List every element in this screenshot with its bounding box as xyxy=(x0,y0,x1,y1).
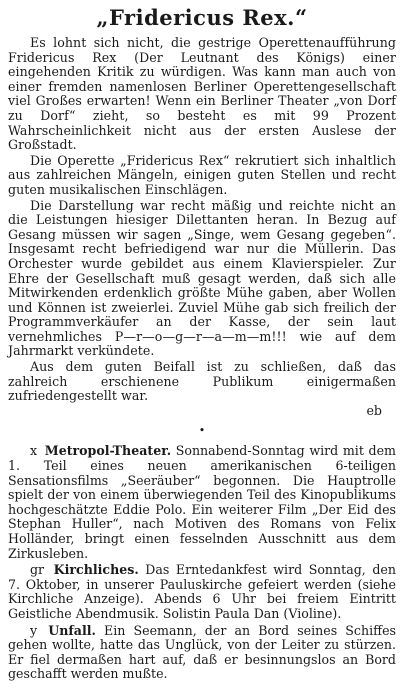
article-paragraph-2: Die Operette „Fridericus Rex“ rekrutiert sich inhaltlich aus zahlreichen Mängeln, einigen guten Stellen und recht guten musikalischen Einschlägen. xyxy=(8,152,396,197)
news-text: Ein Seemann, der an Bord seines Schiffes gehen wollte, hatte das Unglück, von der Leiter zu stürzen. Er fiel dermaßen hart auf, daß er besinnungslos an Bord geschafft werden mußte. xyxy=(8,622,396,682)
article-paragraph-4: Aus dem guten Beifall ist zu schließen, daß das zahlreich erschienene Publikum einigermaßen zufriedengestellt war. xyxy=(8,359,396,404)
article-paragraph-3: Die Darstellung war recht mäßig und reichte nicht an die Leistungen hiesiger Dilettanten heran. In Bezug auf Gesang müssen wir sagen „Singe, wem Gesang gegeben“. Insgesamt recht befriedigend war nur die Müllerin. Das Orchester wurde gebildet aus einem Klavierspieler. Zur Ehre der Gesellschaft muß gesagt werden, daß sich alle Mitwirkenden erdenklich größte Mühe gaben, aber Wollen und Können ist zweierlei. Zuviel Mühe gab sich freilich der Programmverkäufer an der Kasse, der sein laut vernehmliches P—r—o—g—r—a—m—m!!! wie auf dem Jahrmarkt verkündete. xyxy=(8,197,396,359)
news-item-unfall xyxy=(8,624,396,682)
article-paragraph-1: Es lohnt sich nicht, die gestrige Operettenaufführung Fridericus Rex (Der Leutnant des Königs) einer eingehenden Kritik zu würdigen. Was kann man auch von einer fremden namenlosen Berliner Operettengesellschaft viel Großes erwarten! Wenn ein Berliner Theater „von Dorf zu Dorf“ zieht, so besteht es mit 99 Prozent Wahrscheinlichkeit nicht aus der ersten Auslese der Großstadt. xyxy=(8,35,396,153)
news-item-kirchliches xyxy=(8,563,396,621)
news-text: Sonnabend-Sonntag wird mit dem 1. Teil eines neuen amerikanischen 6-teiligen Sensationsfilms „Seeräuber“ begonnen. Die Hauptrolle spielt der von einem überwiegenden Teil des Kinopublikums hochgeschätzte Eddie Polo. Ein weiterer Film „Der Eid des Stephan Huller“, nach Motiven des Romans von Felix Holländer, bringt einen fesselnden Ausschnitt aus dem Zirkusleben. xyxy=(8,443,396,561)
article-closing xyxy=(8,360,396,404)
news-marker: gr xyxy=(30,562,45,578)
article-signature: eb xyxy=(366,402,382,418)
news-heading: Unfall. xyxy=(48,622,96,638)
news-heading: Metropol-Theater. xyxy=(44,443,172,459)
news-heading: Kirchliches. xyxy=(53,562,139,578)
news-item-metropol xyxy=(8,444,396,561)
news-text: Das Erntedankfest wird Sonntag, den 7. Oktober, in unserer Pauluskirche gefeiert werden (siehe Kirchliche Anzeige). Abends 6 Uhr bei freiem Eintritt Geistliche Abendmusik. Solistin Paula Dan (Violine). xyxy=(8,562,396,621)
newspaper-page xyxy=(8,4,396,696)
news-marker: x xyxy=(30,443,38,459)
article-title: „Fridericus Rex.“ xyxy=(96,5,308,30)
section-divider: • xyxy=(198,424,206,438)
news-marker: y xyxy=(30,622,38,638)
signature-row xyxy=(8,404,396,419)
